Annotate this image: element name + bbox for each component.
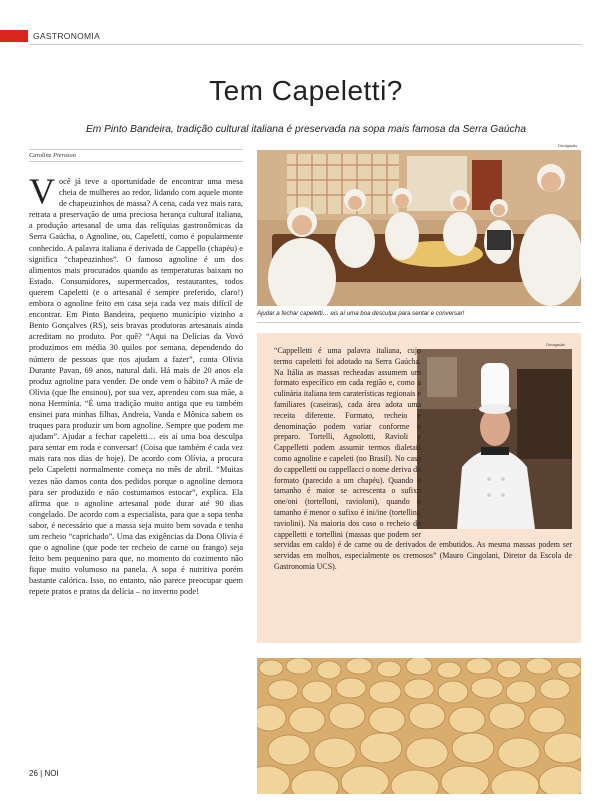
quote-text: “Cappelletti é uma palavra italiana, cujo termo capeletti foi adotado na Serra Gaúcha. Na Itália as massas recheadas assumem um formato específico em cada região e, como a culinária italiana tem caraterísticas regionais e familiares (caseiras), cada área adota uma receita diferente. Formato, recheio e denominação podem variar conforme o preparo. Tortelli, Agnolotti, Ravioli e Cappelletti podem assumir termos dialetais como agnoline e capeleti (no Brasil). No caso do cappelletti ou cappellacci o nome deriva do formato (parecido a um chapéu). Quando o tamanho é maior se acrescenta o sufixo one/oni (tortelloni, ravioloni), quando o tamanho é menor o sufixo é ini/ine (tortellini, raviolini). Na maioria dos caso o recheio do cappelletti e tortellini (massas que podem ser servidas em caldo) é de carne ou de derivados de embutidos. As mesma massas podem ser servidas em molhos, especialmente os cremosos” (Mauro Cingolani, Diretor da Escola de Gastronomia UCS). (274, 346, 572, 571)
chef-photo-credit: Divulgação (546, 342, 566, 347)
caption-rule (257, 322, 581, 323)
magazine-name: NOI (44, 769, 59, 778)
photo-credit: Divulgação (558, 143, 578, 148)
author-byline: Caroline Pieroson (29, 152, 76, 159)
page-folio (29, 769, 59, 778)
folio-separator: | (40, 769, 43, 778)
byline-rule (29, 161, 243, 162)
page-number: 26 (29, 769, 38, 778)
women-making-capeletti-photo (257, 150, 581, 306)
article-subtitle: Em Pinto Bandeira, tradição cultural italiana é preservada na sopa mais famosa da Serra Gaúcha (85, 124, 526, 135)
section-label: GASTRONOMIA (33, 31, 101, 41)
capeletti-pile-image (257, 658, 581, 794)
section-color-bar (0, 30, 28, 42)
drop-cap: V (29, 171, 55, 211)
women-making-capeletti-image (257, 150, 581, 306)
article-body (29, 171, 243, 776)
capeletti-closeup-photo (257, 658, 581, 794)
byline-rule-top (29, 149, 243, 150)
quote-text-block (274, 346, 572, 636)
article-title: Tem Capeletti? (209, 75, 403, 106)
photo-caption: Ajudar a fechar capeletti… eis aí uma boa desculpa para sentar e conversar! (257, 310, 465, 317)
article-body-text: ocê já teve a oportunidade de encontrar uma mesa cheia de mulheres ao redor, lidando com aquele monte de chapeuzinhos de massa? A cena, cada vez mais rara, retrata a preservação de uma preciosa herança cultural italiana, a produção artesanal de uma das relíquias gastronômicas da Serra Gaúcha, o Agnoline, ou, Capeletti, como é popularmente conhecido. A palavra italiana é derivada de Cappello (chapéu) e significa “chapeuzinhos”. O famoso agnoline é um dos alimentos mais procurados quando as temperaturas baixam no Estado. Consumidores, supermercados, restaurantes, todos querem Capeletti (e o artesanal é sempre preferido, claro!) embora o agnoline feito em casa seja cada vez mais difícil de encontrar. Em Pinto Bandeira, pequeno município vizinho a Bento Gonçalves (RS), seis bravas produtoras artesanais ainda acreditam no produto. Por quê? “Aqui na Delícias da Vovó produzimos em média 30 quilos por semana, dependendo do número de pessoas que nos ajudam a fazer”, conta Olívia Durante Pavan, 69 anos, natural dali. Há mais de 20 anos ela produz agnoline para vender. De onde vem o hábito? A mãe de Olívia (que lhe ensinou), por sua vez, aprendeu com sua mãe, a nona Hermínia. “É uma tradição muito antiga que eu também ensinei para minhas filhas, Andreia, Vanda e Mônica sabem os truques para produzir um bom agnoline. Sempre que podem me ajudam”. Ajudar a fechar capeletti… eis aí uma boa desculpa para sentar em roda e conversar! (Coisa que também é cada vez mais rara nos dias de hoje). De acordo com Olívia, a procura pelo Capeletti normalmente começa no mês de abril. “Muitas vezes não damos conta dos pedidos porque o agnoline demora para ser produzido e não costumamos estocar”, explica. Ela afirma que o agnoline artesanal pode durar até 90 dias congelado. De acordo com a especialista, para que a sopa tenha sabor, é necessário que a massa seja muito bem sovada e tenha um recheio “caprichado”. Uma das exigências da Dona Olívia é que o agnoline (que pode ter recheio de carne ou frango) seja feito bem pequenino para que, no momento do cozimento não fique muito volumoso na panela. A sopa é nutritiva porém bastante calórica. Isso, no entanto, não parece preocupar quem repete pratos e pratos da delícia – no inverno pode! (29, 177, 243, 597)
header-rule (30, 44, 582, 45)
photo-spacer (427, 346, 572, 533)
